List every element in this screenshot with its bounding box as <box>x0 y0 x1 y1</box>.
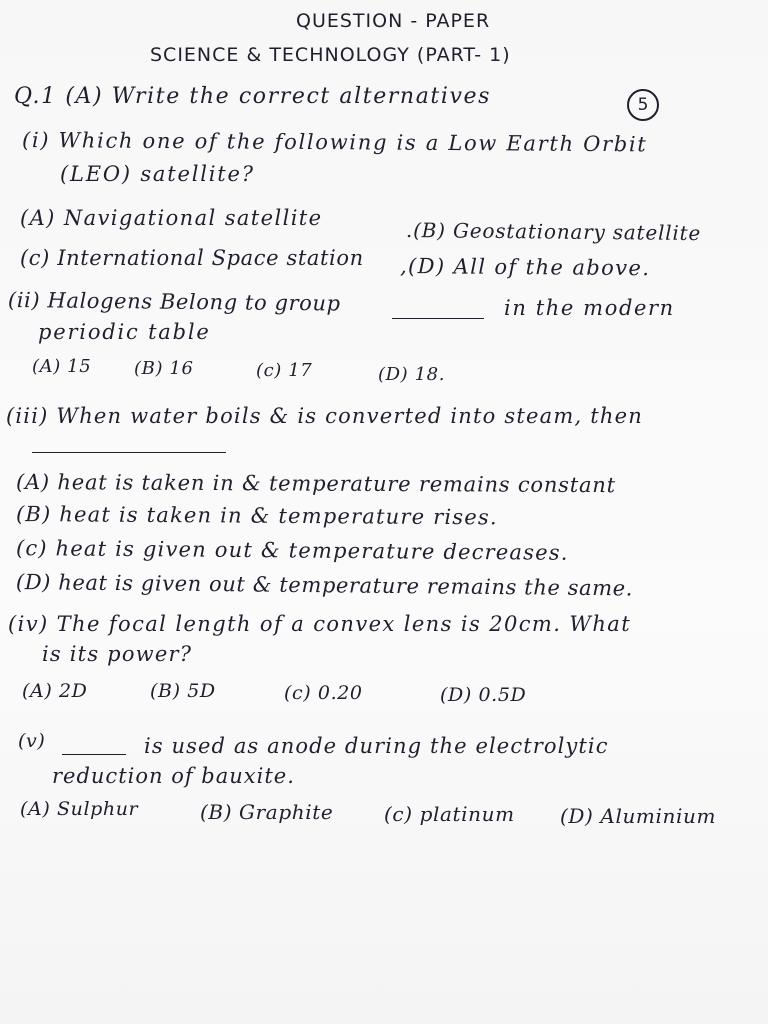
question-2-line-3: periodic table <box>38 320 211 344</box>
question-5-number: (v) <box>18 730 46 752</box>
answer-blank <box>392 318 484 319</box>
question-4-option-d: (D) 0.5D <box>440 684 527 706</box>
question-5-option-c: (c) platinum <box>384 802 515 826</box>
question-4-option-c: (c) 0.20 <box>284 682 363 704</box>
question-2-option-a: (A) 15 <box>32 356 92 377</box>
question-3-option-b: (B) heat is taken in & temperature rises. <box>15 502 498 530</box>
question-2-option-b: (B) 16 <box>134 358 194 379</box>
question-2-line-1: (ii) Halogens Belong to group <box>7 288 341 316</box>
paper-subject: SCIENCE & TECHNOLOGY (PART- 1) <box>150 44 511 66</box>
paper-title: QUESTION - PAPER <box>296 10 491 32</box>
question-5-option-d: (D) Aluminium <box>560 804 717 828</box>
question-4-line-1: (iv) The focal length of a convex lens is 20cm. What <box>8 612 632 636</box>
question-4-option-b: (B) 5D <box>150 680 216 702</box>
section-heading: Q.1 (A) Write the correct alternatives <box>14 84 492 109</box>
question-5-line-2: reduction of bauxite. <box>52 764 295 788</box>
question-2-option-c: (c) 17 <box>256 360 313 381</box>
question-2-option-d: (D) 18. <box>378 364 446 385</box>
question-3-option-a: (A) heat is taken in & temperature remains constant <box>15 470 616 498</box>
marks-badge: 5 <box>627 89 659 121</box>
question-1-option-d: ,(D) All of the above. <box>399 254 651 281</box>
question-5-option-a: (A) Sulphur <box>20 798 139 820</box>
question-3-line-1: (iii) When water boils & is converted into steam, then <box>6 404 643 428</box>
question-5-line-1: is used as anode during the electrolytic <box>144 734 609 758</box>
question-4-line-2: is its power? <box>42 642 193 666</box>
question-5-option-b: (B) Graphite <box>200 800 334 824</box>
answer-blank <box>32 452 226 453</box>
question-1-option-a: (A) Navigational satellite <box>20 206 323 230</box>
question-4-option-a: (A) 2D <box>22 680 88 702</box>
question-2-line-2: in the modern <box>504 296 675 320</box>
question-1-line-2: (LEO) satellite? <box>60 162 255 186</box>
question-3-option-d: (D) heat is given out & temperature remains the same. <box>15 570 634 601</box>
answer-blank <box>62 754 126 755</box>
question-1-line-1: (i) Which one of the following is a Low Earth Orbit <box>21 128 648 157</box>
question-1-option-b: .(B) Geostationary satellite <box>405 218 702 246</box>
question-1-option-c: (c) International Space station <box>20 246 364 270</box>
question-3-option-c: (c) heat is given out & temperature decreases. <box>15 536 569 565</box>
